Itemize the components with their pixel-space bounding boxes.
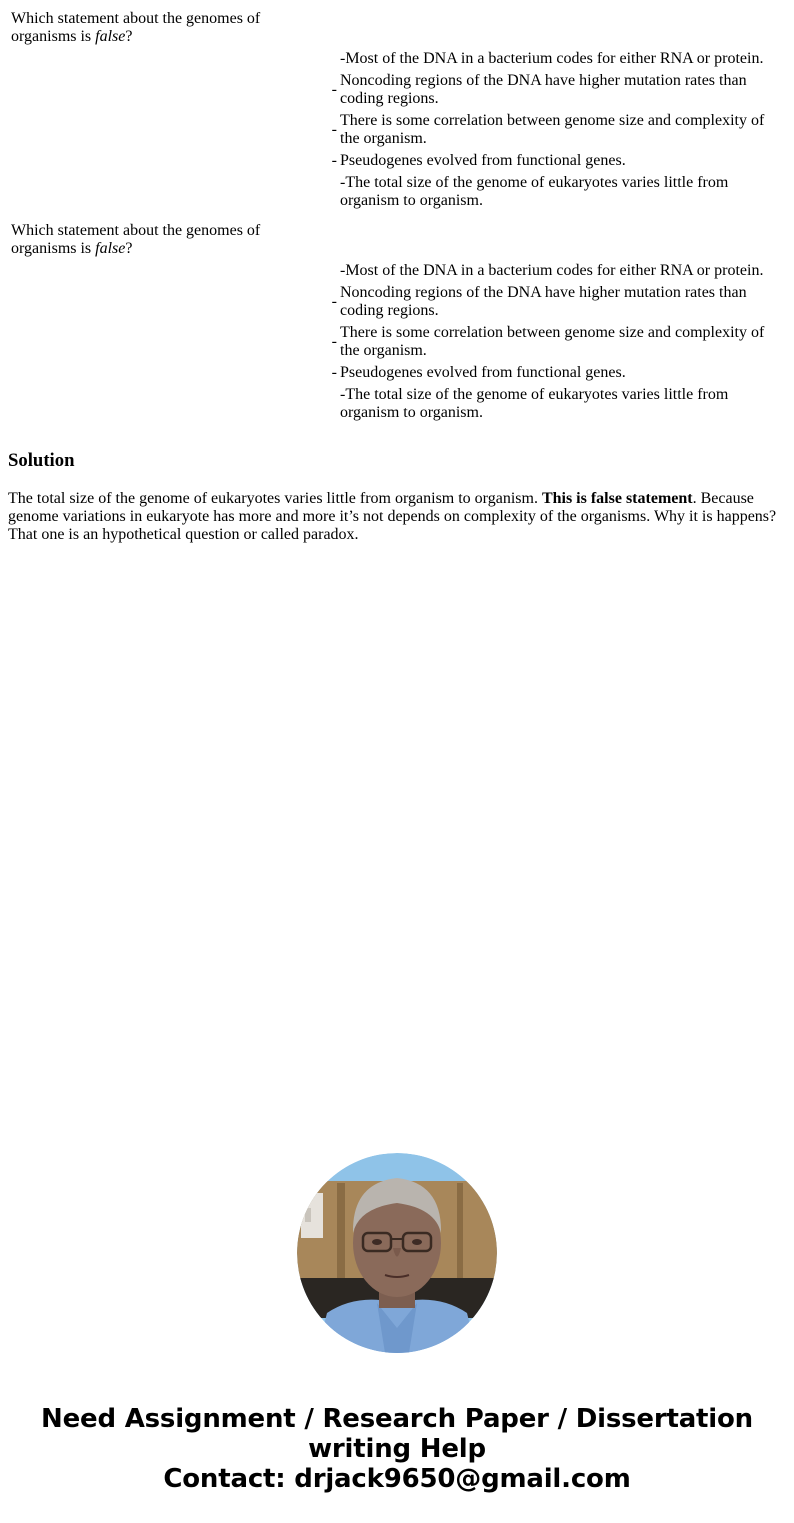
- portrait-image: [297, 1153, 497, 1353]
- option-dash: [330, 261, 337, 281]
- answer-option: [10, 111, 784, 149]
- solution-section: [8, 450, 786, 544]
- promo-contact: Contact: drjack9650@gmail.com: [163, 1464, 631, 1494]
- promo-banner: [0, 1404, 794, 1494]
- answer-option: [10, 283, 784, 321]
- option-dash: -: [331, 364, 337, 381]
- option-text: Pseudogenes evolved from functional genes.: [340, 364, 626, 381]
- option-dash: [330, 385, 337, 423]
- question-table: [8, 219, 786, 425]
- promo-line-2: writing Help: [308, 1434, 486, 1464]
- answer-option: [10, 385, 784, 423]
- option-text: -Most of the DNA in a bacterium codes for either RNA or protein.: [340, 262, 764, 279]
- question-text: Which statement about the genomes of organisms is false?: [11, 10, 261, 45]
- option-text: There is some correlation between genome size and complexity of the organism.: [340, 324, 765, 359]
- option-dash: -: [331, 293, 337, 310]
- solution-emphasis: This is false statement: [541, 490, 693, 507]
- avatar: [297, 1153, 497, 1353]
- option-dash: [330, 173, 337, 211]
- question-block-1: [0, 7, 786, 213]
- answer-option: [10, 151, 784, 171]
- option-text: -Most of the DNA in a bacterium codes for either RNA or protein.: [340, 50, 764, 67]
- solution-text: The total size of the genome of eukaryotes varies little from organism to organism. This is false statement. Because genome variations in eukaryote has more and more it’s not depends on complexity of the organisms. Why it is happens? That one is an hypothetical question or called paradox.: [8, 490, 777, 543]
- option-text: -The total size of the genome of eukaryotes varies little from organism to organism.: [340, 174, 729, 209]
- option-dash: -: [331, 81, 337, 98]
- option-text: Noncoding regions of the DNA have higher mutation rates than coding regions.: [340, 72, 747, 107]
- option-dash: -: [331, 333, 337, 350]
- option-dash: -: [331, 152, 337, 169]
- answer-option: [10, 71, 784, 109]
- option-dash: -: [331, 121, 337, 138]
- solution-heading: Solution: [8, 450, 75, 471]
- question-text: Which statement about the genomes of organisms is false?: [11, 222, 261, 257]
- option-text: There is some correlation between genome size and complexity of the organism.: [340, 112, 765, 147]
- answer-option: [10, 261, 784, 281]
- promo-line-1: Need Assignment / Research Paper / Dissertation: [41, 1404, 753, 1434]
- answer-option: [10, 49, 784, 69]
- option-text: Noncoding regions of the DNA have higher mutation rates than coding regions.: [340, 284, 747, 319]
- option-text: Pseudogenes evolved from functional genes.: [340, 152, 626, 169]
- option-dash: [330, 49, 337, 69]
- question-table: [8, 7, 786, 213]
- answer-option: [10, 323, 784, 361]
- answer-option: [10, 173, 784, 211]
- answer-option: [10, 363, 784, 383]
- question-block-2: [0, 219, 786, 425]
- option-text: -The total size of the genome of eukaryotes varies little from organism to organism.: [340, 386, 729, 421]
